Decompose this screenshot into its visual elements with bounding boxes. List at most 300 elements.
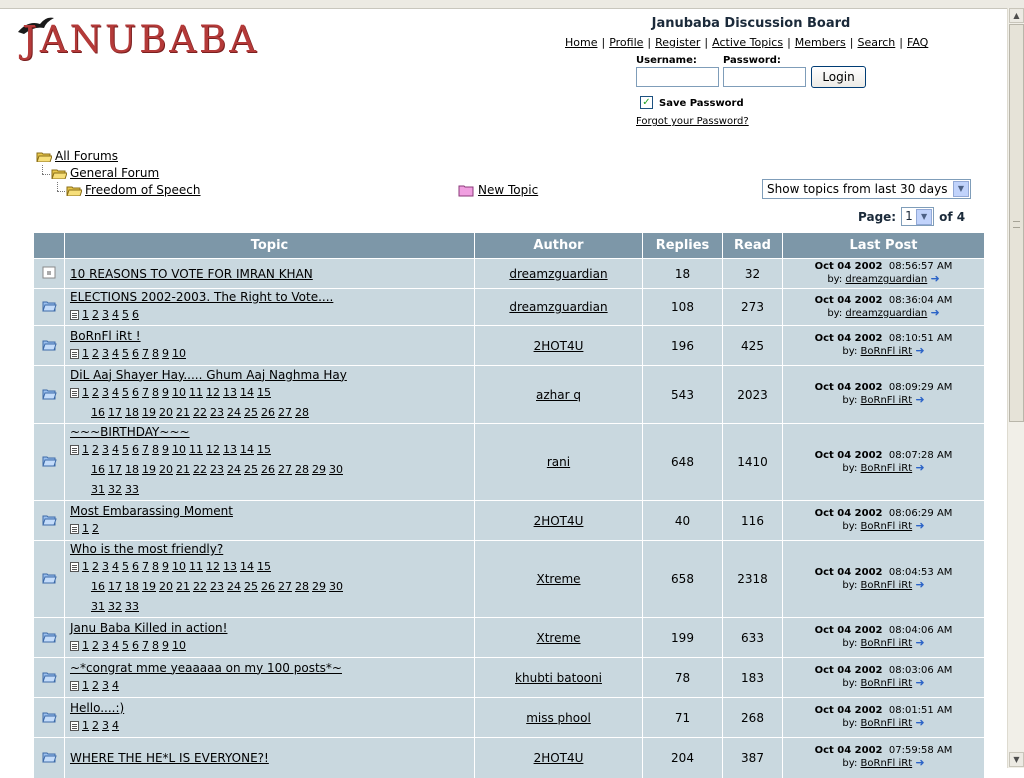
page-select[interactable] <box>901 207 934 226</box>
topic-page-link[interactable]: 14 <box>240 385 254 399</box>
topic-page-link[interactable]: 3 <box>102 560 109 573</box>
topic-page-link[interactable]: 2 <box>92 678 99 692</box>
last-post-date: Oct 04 2002 <box>814 745 883 757</box>
topic-page-link[interactable]: 1 <box>82 385 89 399</box>
by-label: by: <box>842 678 858 689</box>
password-input[interactable] <box>723 67 806 87</box>
open-folder-icon <box>51 167 67 179</box>
scroll-down-button[interactable]: ▼ <box>1009 752 1024 767</box>
topic-cell <box>65 658 475 698</box>
last-post-author-link[interactable]: BoRnFl iRt <box>860 462 913 474</box>
topic-page-link[interactable]: 27 <box>278 405 292 419</box>
author-link[interactable]: 2HOT4U <box>533 338 584 353</box>
author-link[interactable]: dreamzguardian <box>509 300 608 314</box>
topic-page-link[interactable]: 1 <box>82 346 89 360</box>
replies-cell: 40 <box>643 501 723 541</box>
page-list-icon <box>70 641 79 651</box>
jump-to-last-post-icon[interactable]: ➜ <box>915 519 925 532</box>
topic-page-link[interactable]: 22 <box>193 580 207 593</box>
folder-icon <box>42 630 57 643</box>
freedom-of-speech-link[interactable]: Freedom of Speech <box>85 183 201 197</box>
topic-status-cell <box>34 618 65 658</box>
topic-page-link[interactable]: 3 <box>102 385 109 399</box>
breadcrumb-all-forums[interactable] <box>36 149 118 163</box>
last-post-author-link[interactable]: dreamzguardian <box>845 307 928 319</box>
author-link[interactable]: 2HOT4U <box>533 513 584 528</box>
last-post-author-link[interactable]: BoRnFl iRt <box>860 758 913 770</box>
topic-page-link[interactable]: 6 <box>132 560 139 573</box>
topic-page-link[interactable]: 1 <box>82 638 89 652</box>
forgot-password-link[interactable]: Forgot your Password? <box>636 116 749 127</box>
topic-page-link[interactable]: 4 <box>112 443 119 456</box>
pagination <box>858 207 965 226</box>
nav-home[interactable]: Home <box>565 36 598 49</box>
page-list-icon <box>70 721 79 731</box>
folder-icon <box>42 750 57 763</box>
topic-title-link[interactable]: Hello....:) <box>70 700 125 715</box>
author-cell <box>475 326 643 366</box>
last-post-date: Oct 04 2002 <box>814 382 883 393</box>
nav-members[interactable]: Members <box>794 36 846 49</box>
topic-page-link[interactable]: 29 <box>312 463 326 476</box>
topic-page-link[interactable]: 33 <box>125 600 139 613</box>
topic-page-link[interactable]: 29 <box>312 580 326 593</box>
jump-to-last-post-icon[interactable]: ➜ <box>930 305 940 319</box>
topic-page-link[interactable]: 4 <box>112 718 119 732</box>
author-link[interactable]: 2HOT4U <box>533 750 584 765</box>
topic-page-link[interactable]: 16 <box>91 405 105 419</box>
topic-page-link[interactable]: 30 <box>329 463 343 476</box>
topic-page-link[interactable]: 19 <box>142 463 156 476</box>
topic-title-link[interactable]: DiL Aaj Shayer Hay..... Ghum Aaj Naghma Hay <box>70 367 347 382</box>
topic-page-link[interactable]: 20 <box>159 463 173 476</box>
topic-page-link[interactable]: 28 <box>295 463 309 476</box>
topic-page-link[interactable]: 8 <box>152 385 159 399</box>
topic-page-link[interactable]: 20 <box>159 580 173 593</box>
topic-page-links <box>70 717 473 735</box>
topic-page-link[interactable]: 13 <box>223 443 237 456</box>
author-link[interactable]: azhar q <box>536 387 581 402</box>
topic-page-link[interactable]: 20 <box>159 405 173 419</box>
topic-title-link[interactable]: Most Embarassing Moment <box>70 503 233 518</box>
last-post-author-link[interactable]: BoRnFl iRt <box>860 395 913 406</box>
read-cell: 387 <box>723 738 783 778</box>
last-post-date: Oct 04 2002 <box>814 508 883 519</box>
jump-to-last-post-icon[interactable]: ➜ <box>930 272 940 285</box>
topic-page-link[interactable]: 26 <box>261 405 275 419</box>
topic-page-link[interactable]: 12 <box>206 560 220 573</box>
board-title: Janubaba Discussion Board <box>651 16 851 31</box>
topic-page-link[interactable]: 7 <box>142 443 149 456</box>
replies-cell: 71 <box>643 698 723 738</box>
topic-page-link[interactable]: 2 <box>92 638 99 652</box>
last-post-cell <box>783 541 985 618</box>
author-cell <box>475 618 643 658</box>
replies-cell: 543 <box>643 366 723 424</box>
last-post-time: 08:56:57 AM <box>888 261 953 272</box>
topic-page-link[interactable]: 1 <box>82 521 89 535</box>
read-cell: 32 <box>723 259 783 289</box>
topic-page-link[interactable]: 9 <box>162 638 169 652</box>
last-post-date: Oct 04 2002 <box>814 625 883 636</box>
author-link[interactable]: Xtreme <box>536 630 581 645</box>
replies-cell: 196 <box>643 326 723 366</box>
topic-page-link[interactable]: 17 <box>108 580 122 593</box>
topic-page-link[interactable]: 27 <box>278 580 292 593</box>
topic-page-link[interactable]: 3 <box>102 718 109 732</box>
topic-page-link[interactable]: 11 <box>189 560 203 573</box>
last-post-author-link[interactable]: BoRnFl iRt <box>860 579 913 591</box>
topic-page-link[interactable]: 15 <box>257 560 271 573</box>
topic-status-cell <box>34 424 65 501</box>
topic-page-link[interactable]: 7 <box>142 346 149 360</box>
topic-title-link[interactable]: BoRnFl iRt ! <box>70 328 141 343</box>
topic-page-link[interactable]: 21 <box>176 405 190 419</box>
replies-cell: 78 <box>643 658 723 698</box>
topic-page-link[interactable]: 5 <box>122 560 129 573</box>
table-row <box>34 289 985 326</box>
topic-page-link[interactable]: 21 <box>176 463 190 476</box>
general-forum-link[interactable]: General Forum <box>70 166 160 180</box>
topic-page-link[interactable]: 9 <box>162 560 169 573</box>
topic-page-link[interactable]: 14 <box>240 443 254 456</box>
topic-page-link[interactable]: 16 <box>91 463 105 476</box>
topic-page-link[interactable]: 5 <box>122 638 129 652</box>
new-topic-link[interactable]: New Topic <box>478 183 539 197</box>
topic-cell <box>65 366 475 424</box>
jump-to-last-post-icon[interactable]: ➜ <box>915 676 925 689</box>
read-cell: 183 <box>723 658 783 698</box>
topic-page-link[interactable]: 12 <box>206 443 220 456</box>
last-post-author-link[interactable]: BoRnFl iRt <box>860 346 913 357</box>
replies-cell: 18 <box>643 259 723 289</box>
last-post-time: 08:07:28 AM <box>888 449 953 461</box>
topic-page-link[interactable]: 2 <box>92 718 99 732</box>
jump-to-last-post-icon[interactable]: ➜ <box>915 716 925 729</box>
last-post-author-link[interactable]: BoRnFl iRt <box>860 521 913 532</box>
nav-faq[interactable]: FAQ <box>907 36 929 49</box>
topic-page-link[interactable]: 8 <box>152 443 159 456</box>
jump-to-last-post-icon[interactable]: ➜ <box>915 393 925 406</box>
topic-page-link[interactable]: 12 <box>206 385 220 399</box>
folder-icon <box>42 513 57 526</box>
topic-page-link[interactable]: 32 <box>108 483 122 496</box>
filter-selected-value: Show topics from last 30 days <box>767 182 948 196</box>
topic-page-link[interactable]: 4 <box>112 638 119 652</box>
last-post-cell <box>783 658 985 698</box>
topic-page-links <box>70 384 473 402</box>
all-forums-link[interactable]: All Forums <box>55 149 118 163</box>
author-link[interactable]: dreamzguardian <box>509 266 608 281</box>
header-replies: Replies <box>643 233 723 259</box>
read-cell: 273 <box>723 289 783 326</box>
topic-page-link[interactable]: 30 <box>329 580 343 593</box>
topic-page-link[interactable]: 8 <box>152 560 159 573</box>
jump-to-last-post-icon[interactable]: ➜ <box>915 344 925 357</box>
table-row <box>34 738 985 778</box>
topic-page-link[interactable]: 18 <box>125 463 139 476</box>
topic-page-link[interactable]: 3 <box>102 346 109 360</box>
topic-status-cell <box>34 259 65 289</box>
topic-page-link[interactable]: 14 <box>240 560 254 573</box>
topic-title-link[interactable]: WHERE THE HE*L IS EVERYONE?! <box>70 750 269 765</box>
topic-page-link[interactable]: 32 <box>108 600 122 613</box>
topic-page-link[interactable]: 1 <box>82 718 89 732</box>
topic-page-link[interactable]: 6 <box>132 443 139 456</box>
topic-page-links <box>70 306 473 324</box>
topic-page-link[interactable]: 23 <box>210 405 224 419</box>
topic-page-link[interactable]: 2 <box>92 385 99 399</box>
nav-search[interactable]: Search <box>857 36 896 49</box>
author-link[interactable]: miss phool <box>526 710 591 725</box>
jump-to-last-post-icon[interactable]: ➜ <box>915 460 925 474</box>
jump-to-last-post-icon[interactable]: ➜ <box>915 756 925 770</box>
last-post-time: 08:10:51 AM <box>888 333 953 344</box>
topic-page-link[interactable]: 28 <box>295 580 309 593</box>
topic-page-link[interactable]: 26 <box>261 463 275 476</box>
topic-page-link[interactable]: 28 <box>295 405 309 419</box>
topic-page-link[interactable]: 10 <box>172 443 186 456</box>
topic-page-link[interactable]: 2 <box>92 308 99 321</box>
topic-page-link[interactable]: 7 <box>142 385 149 399</box>
topic-title-link[interactable]: Who is the most friendly? <box>70 542 224 556</box>
topic-page-link[interactable]: 2 <box>92 443 99 456</box>
header-read: Read <box>723 233 783 259</box>
topic-page-links <box>70 637 473 655</box>
table-row <box>34 326 985 366</box>
last-post-time: 08:04:53 AM <box>888 566 953 578</box>
topic-page-link[interactable]: 2 <box>92 346 99 360</box>
topic-page-link[interactable]: 23 <box>210 463 224 476</box>
topic-page-link[interactable]: 31 <box>91 483 105 496</box>
topic-status-cell <box>34 738 65 778</box>
topic-page-link[interactable]: 6 <box>132 308 139 321</box>
topic-page-link[interactable]: 5 <box>122 385 129 399</box>
table-row <box>34 424 985 501</box>
by-label: by: <box>842 638 858 649</box>
topic-page-link[interactable]: 21 <box>176 580 190 593</box>
read-cell: 2318 <box>723 541 783 618</box>
topic-page-link[interactable]: 5 <box>122 308 129 321</box>
last-post-date: Oct 04 2002 <box>814 705 883 716</box>
topic-title-link[interactable]: ~~~BIRTHDAY~~~ <box>70 425 190 439</box>
topic-page-link[interactable]: 3 <box>102 443 109 456</box>
table-row <box>34 541 985 618</box>
topic-page-link[interactable]: 31 <box>91 600 105 613</box>
topic-cell <box>65 259 475 289</box>
logo-text: JANUBABA <box>22 18 259 61</box>
topic-page-link[interactable]: 27 <box>278 463 292 476</box>
topic-page-link[interactable]: 25 <box>244 405 258 419</box>
login-button[interactable]: Login <box>811 66 866 88</box>
topic-page-link[interactable]: 6 <box>132 638 139 652</box>
save-password-checkbox[interactable]: ✓ <box>640 96 653 109</box>
author-cell <box>475 501 643 541</box>
topic-page-link[interactable]: 4 <box>112 308 119 321</box>
topic-page-link[interactable]: 4 <box>112 678 119 692</box>
vertical-scrollbar[interactable] <box>1007 8 1024 768</box>
topic-page-link[interactable]: 10 <box>172 560 186 573</box>
tree-line <box>42 165 43 174</box>
last-post-cell <box>783 698 985 738</box>
topic-page-link[interactable]: 33 <box>125 483 139 496</box>
last-post-time: 08:03:06 AM <box>888 665 953 676</box>
by-label: by: <box>827 274 843 285</box>
topic-cell <box>65 618 475 658</box>
topic-page-link[interactable]: 17 <box>108 463 122 476</box>
topic-title-link[interactable]: 10 REASONS TO VOTE FOR IMRAN KHAN <box>70 266 313 281</box>
breadcrumb-freedom-of-speech[interactable] <box>66 183 201 197</box>
last-post-cell <box>783 326 985 366</box>
table-row <box>34 658 985 698</box>
header-author: Author <box>475 233 643 259</box>
topic-page-link[interactable]: 1 <box>82 678 89 692</box>
topic-page-link[interactable]: 19 <box>142 405 156 419</box>
page-list-icon <box>70 562 79 572</box>
breadcrumb-general-forum[interactable] <box>51 166 159 180</box>
author-link[interactable]: rani <box>546 455 571 469</box>
topic-page-link[interactable]: 3 <box>102 638 109 652</box>
read-cell: 116 <box>723 501 783 541</box>
jump-to-last-post-icon[interactable]: ➜ <box>915 577 925 591</box>
topic-page-link[interactable]: 16 <box>91 580 105 593</box>
topic-page-link[interactable]: 11 <box>189 443 203 456</box>
topic-page-link[interactable]: 25 <box>244 580 258 593</box>
topic-page-link[interactable]: 1 <box>82 560 89 573</box>
topic-page-link[interactable]: 23 <box>210 580 224 593</box>
topic-page-link[interactable]: 18 <box>125 405 139 419</box>
jump-to-last-post-icon[interactable]: ➜ <box>915 636 925 649</box>
topic-status-cell <box>34 541 65 618</box>
page-list-icon <box>70 349 79 359</box>
topic-page-link[interactable]: 18 <box>125 580 139 593</box>
last-post-author-link[interactable]: BoRnFl iRt <box>860 638 913 649</box>
topic-page-link[interactable]: 11 <box>189 385 203 399</box>
topic-page-link[interactable]: 6 <box>132 385 139 399</box>
username-input[interactable] <box>636 67 719 87</box>
table-header-row <box>34 233 985 259</box>
topic-page-link[interactable]: 2 <box>92 521 99 535</box>
last-post-date: Oct 04 2002 <box>814 261 883 272</box>
topic-title-link[interactable]: ELECTIONS 2002-2003. The Right to Vote.... <box>70 290 334 304</box>
topic-page-link[interactable]: 9 <box>162 385 169 399</box>
page-list-icon <box>70 681 79 691</box>
topic-page-link[interactable]: 6 <box>132 346 139 360</box>
topic-page-link[interactable]: 9 <box>162 346 169 360</box>
topic-page-link[interactable]: 19 <box>142 580 156 593</box>
topic-title-link[interactable]: ~*congrat mme yeaaaaa on my 100 posts*~ <box>70 660 342 675</box>
topic-page-link[interactable]: 5 <box>122 443 129 456</box>
topic-page-link[interactable]: 15 <box>257 443 271 456</box>
topic-page-link[interactable]: 26 <box>261 580 275 593</box>
topic-page-link[interactable]: 22 <box>193 463 207 476</box>
last-post-author-link[interactable]: BoRnFl iRt <box>860 678 913 689</box>
open-folder-icon <box>36 150 52 162</box>
topic-page-links <box>70 578 473 596</box>
topic-page-link[interactable]: 2 <box>92 560 99 573</box>
topic-page-links <box>70 598 473 616</box>
last-post-cell <box>783 738 985 778</box>
nav-profile[interactable]: Profile <box>609 36 644 49</box>
topic-page-link[interactable]: 7 <box>142 638 149 652</box>
last-post-date: Oct 04 2002 <box>814 449 883 461</box>
topic-page-link[interactable]: 8 <box>152 346 159 360</box>
scroll-grip-icon <box>1013 221 1020 228</box>
last-post-cell <box>783 259 985 289</box>
topic-page-link[interactable]: 17 <box>108 405 122 419</box>
topic-page-link[interactable]: 13 <box>223 560 237 573</box>
topic-page-links <box>70 481 473 499</box>
topic-date-filter-select[interactable] <box>762 179 971 199</box>
topic-page-link[interactable]: 5 <box>122 346 129 360</box>
topic-cell <box>65 541 475 618</box>
topic-page-link[interactable]: 24 <box>227 463 241 476</box>
topic-page-link[interactable]: 1 <box>82 443 89 456</box>
topic-page-link[interactable]: 24 <box>227 580 241 593</box>
folder-icon <box>42 670 57 683</box>
topics-body <box>34 259 985 778</box>
nav-separator: | <box>849 36 854 49</box>
read-cell: 268 <box>723 698 783 738</box>
save-password-label: Save Password <box>659 98 744 109</box>
topic-status-cell <box>34 366 65 424</box>
nav-register[interactable]: Register <box>655 36 701 49</box>
scroll-up-button[interactable]: ▲ <box>1009 8 1024 23</box>
read-cell: 633 <box>723 618 783 658</box>
last-post-author-link[interactable]: BoRnFl iRt <box>860 718 913 729</box>
last-post-cell <box>783 289 985 326</box>
scroll-thumb[interactable] <box>1009 24 1024 422</box>
author-link[interactable]: khubti batooni <box>515 670 602 685</box>
topic-page-link[interactable]: 10 <box>172 638 186 652</box>
chevron-down-icon[interactable]: ▼ <box>916 209 932 225</box>
last-post-time: 08:04:06 AM <box>888 625 953 636</box>
topic-page-link[interactable]: 8 <box>152 638 159 652</box>
topic-page-link[interactable]: 22 <box>193 405 207 419</box>
topic-page-link[interactable]: 24 <box>227 405 241 419</box>
topic-page-link[interactable]: 4 <box>112 385 119 399</box>
topic-page-link[interactable]: 10 <box>172 385 186 399</box>
last-post-author-link[interactable]: dreamzguardian <box>845 274 928 285</box>
topic-page-link[interactable]: 9 <box>162 443 169 456</box>
new-topic-button[interactable] <box>458 183 538 197</box>
topic-title-link[interactable]: Janu Baba Killed in action! <box>70 620 228 635</box>
site-logo[interactable] <box>14 14 294 61</box>
topic-page-link[interactable]: 13 <box>223 385 237 399</box>
chevron-down-icon[interactable]: ▼ <box>953 181 969 197</box>
topic-page-link[interactable]: 15 <box>257 385 271 399</box>
read-cell: 425 <box>723 326 783 366</box>
page-total: of 4 <box>939 209 966 224</box>
topic-page-links <box>70 558 473 576</box>
read-cell: 2023 <box>723 366 783 424</box>
by-label: by: <box>842 579 858 591</box>
topic-page-link[interactable]: 7 <box>142 560 149 573</box>
page-current: 1 <box>905 209 913 223</box>
topic-page-link[interactable]: 4 <box>112 560 119 573</box>
topic-cell <box>65 738 475 778</box>
topic-page-link[interactable]: 3 <box>102 678 109 692</box>
topic-page-link[interactable]: 10 <box>172 346 186 360</box>
topic-page-link[interactable]: 4 <box>112 346 119 360</box>
nav-active-topics[interactable]: Active Topics <box>712 36 784 49</box>
topic-page-link[interactable]: 1 <box>82 308 89 321</box>
new-folder-icon <box>458 184 474 197</box>
topic-page-link[interactable]: 3 <box>102 308 109 321</box>
topic-page-link[interactable]: 25 <box>244 463 258 476</box>
author-link[interactable]: Xtreme <box>536 572 581 586</box>
replies-cell: 204 <box>643 738 723 778</box>
